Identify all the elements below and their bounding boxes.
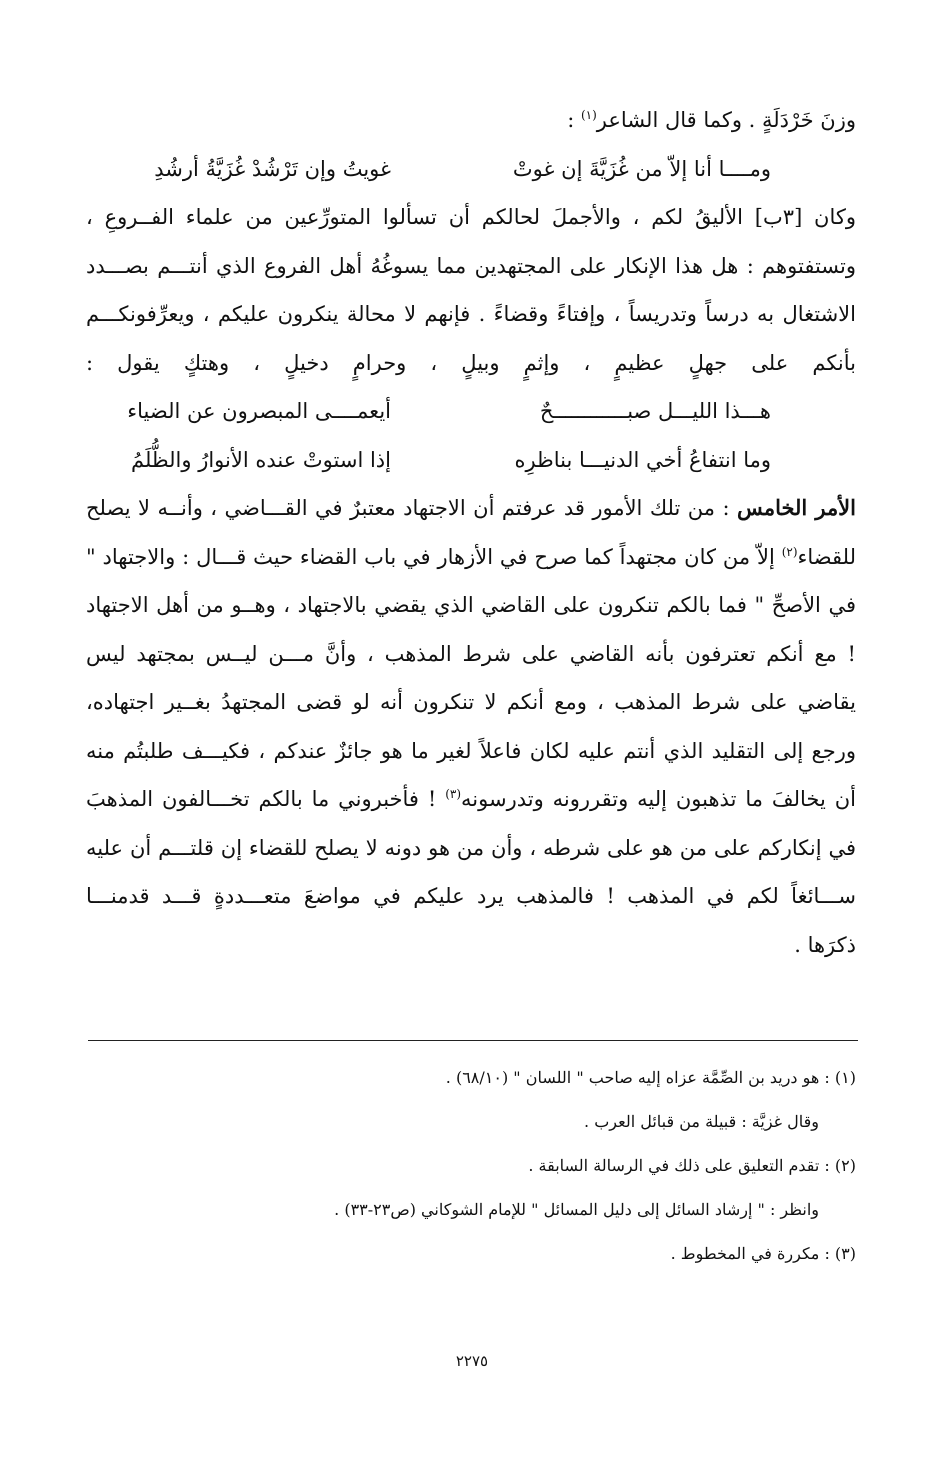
- verse-3: [86, 436, 856, 485]
- paragraph-1: وكان [٣ب] الأليقُ لكم ، والأجملَ لحالكم أن تسألوا المتورِّعين من علماء الفــروعِ ، وتستفتوهم : هل هذا الإنكار على المجتهدين مما يسوغُهُ أهل الفروع الذي أنتـــم بصـــدد الاشتغال به درساً وتدريساً ، وإفتاءً وقضاءً . فإنهم لا محالة ينكرون عليكم ، ويعرِّفونكـــم بأنكم على جهلٍ عظيمٍ ، وإثمٍ وبيلٍ ، وحرامٍ دخيلٍ ، وهتكٍ يقول :: [86, 205, 857, 375]
- footnote-divider: [88, 1040, 858, 1041]
- footnote-2: (٢) : تقدم التعليق على ذلك في الرسالة السابقة .: [528, 1156, 856, 1175]
- section-heading: الأمر الخامس: [737, 495, 856, 520]
- verse-2-second-hemistich: أيعمــــى المبصرون عن الضياء: [127, 399, 391, 423]
- verse-3-first-hemistich: وما انتفاعُ أخي الدنيـــا بناظرِه: [514, 447, 771, 472]
- footnote-1: (١) : هو دريد بن الصِّمَّة عزاه إليه صاحب " اللسان " (٦٨/١٠) .: [445, 1068, 856, 1087]
- intro-line: [86, 96, 856, 145]
- verse-1-first-hemistich: ومــــا أنا إلاّ من غُزَيَّةَ إن غوتْ: [512, 156, 771, 181]
- verse-2-first-hemistich: هـــذا الليـــل صبــــــــــــحٌ: [539, 399, 771, 423]
- paragraph-2-last-line: ذكرَها .: [794, 932, 856, 957]
- verse-1-second-hemistich: غويتُ وإن تَرْشُدْ غُزَيَّةُ أرشُدِ: [154, 156, 391, 181]
- intro-colon: :: [567, 108, 581, 132]
- paragraph-2-part-c: ! فأخبروني ما بالكم تخـــالفون المذهبَ في إنكاركم على من هو على شرطه ، وأن من هو دونه لا يصلح للقضاء إن قلتـــم أن عليه ســـائغاً لكم في المذهب ! فالمذهب يرد عليكم في مواضعَ متعـــددةٍ قـــد قدمنـــا: [86, 787, 856, 908]
- intro-text: وزنَ خَرْدَلَةٍ . وكما قال الشاعر: [596, 108, 856, 132]
- footnotes: [86, 1056, 856, 1276]
- main-text: [86, 96, 856, 969]
- verse-2: [86, 387, 856, 436]
- verse-3-second-hemistich: إذا استوتْ عنده الأنوارُ والظُّلَمُ: [130, 447, 391, 472]
- footnote-ref-3: (٣): [445, 787, 462, 801]
- footnote-1-continuation: وقال غزيَّة : قبيلة من قبائل العرب .: [584, 1112, 819, 1131]
- footnote-ref-1: (١): [580, 108, 597, 122]
- page-number: ٢٢٧٥: [455, 1352, 489, 1370]
- paragraph-2-part-b: إلاّ من كان مجتهداً كما صرح في الأزهار في باب القضاء حيث قـــال : والاجتهاد " في الأصحِّ " فما بالكم تنكرون على القاضي الذي يقضي بالاجتهاد ، وهــو من أهل الاجتهاد ! مع أنكم تعترفون بأنه القاضي على شرط المذهب ، وأنَّ مـــن ليــس بمجتهد ليس يقاضي على شرط المذهب ، ومع أنكم لا تنكرون أنه لو قضى المجتهدُ بغــير اجتهاده، ورجع إلى التقليد الذي أنتم عليه لكان فاعلاً لغير ما هو جائزٌ عندكم ، فكيـــف طلبتُم منه أن يخالفَ ما تذهبون إليه وتقررونه وتدرسونه: [86, 544, 856, 811]
- paragraph-2: [86, 484, 856, 921]
- verse-1: [86, 145, 856, 194]
- footnote-2-continuation: وانظر : " إرشاد السائل إلى دليل المسائل " للإمام الشوكاني (ص٢٣-٣٣) .: [334, 1200, 819, 1219]
- paragraph-2-part-a: : من تلك الأمور قد عرفتم أن الاجتهاد معتبرٌ في القـــاضي ، وأنــه لا يصلح للقضاء: [86, 496, 856, 569]
- footnote-ref-2: (٢): [781, 544, 798, 559]
- footnote-3: (٣) : مكررة في المخطوط .: [670, 1244, 856, 1263]
